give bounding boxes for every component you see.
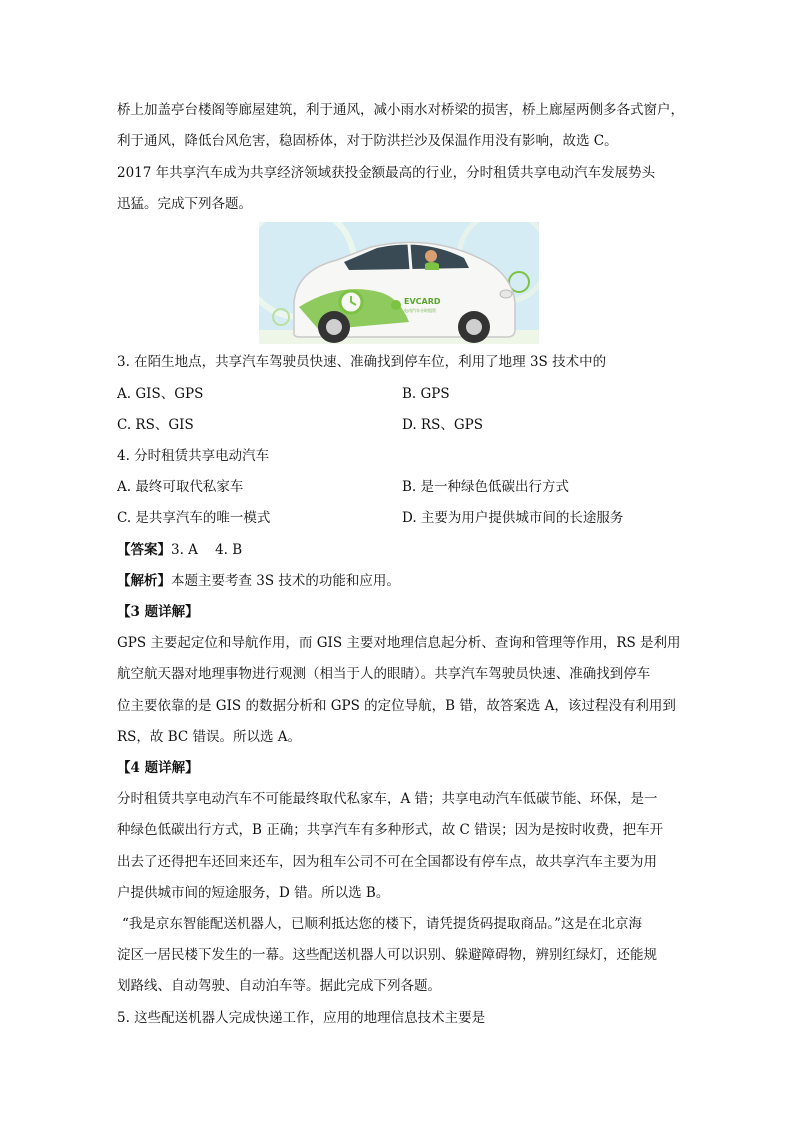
q4-option-c: C. 是共享汽车的唯一模式 [117, 510, 271, 526]
evcard-subtitle: 电动汽车分时租赁 [404, 308, 436, 313]
detail3-heading: 【3 题详解】 [117, 604, 199, 620]
robot-line: 划路线、自动驾驶、自动泊车等。据此完成下列各题。 [117, 978, 441, 994]
q3-option-c: C. RS、GIS [117, 417, 194, 433]
q4-option-b: B. 是一种绿色低碳出行方式 [402, 479, 570, 495]
q4-option-a: A. 最终可取代私家车 [117, 479, 244, 495]
answer-label: 【答案】 [117, 542, 171, 558]
analysis-label: 【解析】 [117, 573, 171, 589]
detail3-line: 航空航天器对地理事物进行观测（相当于人的眼睛）。共享汽车驾驶员快速、准确找到停车 [117, 666, 651, 682]
q5-stem: 5. 这些配送机器人完成快递工作，应用的地理信息技术主要是 [117, 1010, 486, 1026]
front-hubcap [326, 319, 342, 335]
evcard-brand: EVCARD [404, 297, 441, 306]
answer-text: 3. A 4. B [171, 542, 243, 558]
q3-option-a: A. GIS、GPS [117, 386, 204, 402]
q4-option-d: D. 主要为用户提供城市间的长途服务 [402, 510, 624, 526]
detail4-line: 出去了还得把车还回来还车，因为租车公司不可在全国都设有停车点，故共享汽车主要为用 [117, 854, 657, 870]
detail4-line: 户提供城市间的短途服务，D 错。所以选 B。 [117, 885, 390, 901]
shared-car-illustration [259, 222, 539, 344]
detail4-line: 分时租赁共享电动汽车不可能最终取代私家车，A 错；共享电动汽车低碳节能、环保，是一 [117, 791, 658, 807]
driver-shirt [425, 262, 439, 270]
answer-line [117, 540, 242, 560]
intro-line: 2017 年共享汽车成为共享经济领域获投金额最高的行业，分时租赁共享电动汽车发展势头 [117, 165, 656, 181]
window-pillar [409, 244, 411, 270]
headlight [500, 290, 512, 298]
q3-option-d: D. RS、GPS [402, 417, 483, 433]
robot-line: 淀区一居民楼下发生的一幕。这些配送机器人可以识别、躲避障碍物，辨别红绿灯，还能规 [117, 947, 657, 963]
evcard-logo-icon [391, 300, 401, 310]
paragraph-line: 桥上加盖亭台楼阁等廊屋建筑，利于通风，减小雨水对桥梁的损害，桥上廊屋两侧多各式窗户， [117, 102, 684, 118]
q3-option-b: B. GPS [402, 386, 450, 402]
driver-head [425, 250, 437, 262]
detail3-line: GPS 主要起定位和导航作用，而 GIS 主要对地理信息起分析、查询和管理等作用，RS 是利用 [117, 635, 681, 651]
analysis-text: 本题主要考查 3S 技术的功能和应用。 [171, 573, 400, 589]
detail4-line: 种绿色低碳出行方式，B 正确；共享汽车有多种形式，故 C 错误；因为是按时收费，把车开 [117, 822, 664, 838]
intro-line: 迅猛。完成下列各题。 [117, 196, 252, 212]
q4-stem: 4. 分时租赁共享电动汽车 [117, 448, 270, 464]
analysis-line [117, 571, 400, 591]
car-image [259, 222, 539, 344]
detail3-line: RS，故 BC 错误。所以选 A。 [117, 729, 302, 745]
rear-hubcap [466, 319, 482, 335]
q3-stem: 3. 在陌生地点，共享汽车驾驶员快速、准确找到停车位，利用了地理 3S 技术中的 [117, 354, 607, 370]
detail3-line: 位主要依靠的是 GIS 的数据分析和 GPS 的定位导航，B 错，故答案选 A，该过程没有利用到 [117, 698, 676, 714]
robot-line: “我是京东智能配送机器人，已顺利抵达您的楼下，请凭提货码提取商品。”这是在北京海 [122, 916, 643, 932]
paragraph-line: 利于通风，降低台风危害，稳固桥体，对于防洪拦沙及保温作用没有影响，故选 C。 [117, 133, 618, 149]
detail4-heading: 【4 题详解】 [117, 760, 199, 776]
